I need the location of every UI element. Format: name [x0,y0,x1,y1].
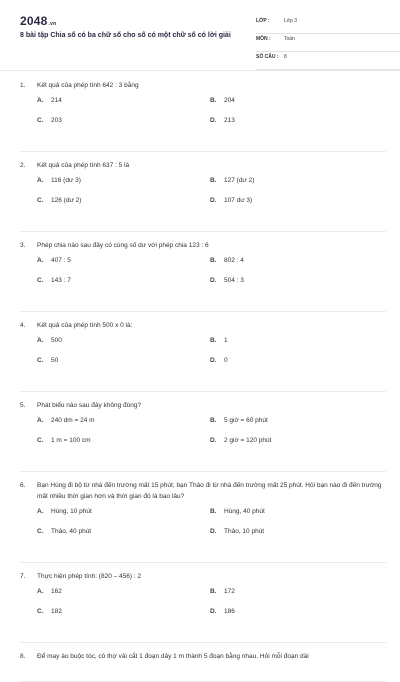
answer-letter: D. [210,357,217,364]
answer-text: 213 [224,117,235,124]
answer-letter: D. [210,277,217,284]
answer-row [20,97,386,117]
answer-letter: C. [37,277,44,284]
answer-text: 214 [51,97,62,104]
answer-option[interactable] [37,197,81,204]
meta-row-subject [256,34,400,52]
answer-option[interactable] [210,508,265,515]
answer-options [20,508,386,548]
answer-text: 203 [51,117,62,124]
answer-text: 504 : 3 [224,277,244,284]
answer-option[interactable] [37,508,92,515]
question-text [20,400,386,411]
answer-text: 126 (dư 2) [51,197,82,204]
answer-row [20,277,386,297]
answer-option[interactable] [37,117,62,124]
question-text [20,240,386,251]
question-body: Phép chia nào sau đây có cùng số dư với phép chia 123 : 6 [37,242,209,249]
question-item [20,152,386,232]
question-text [20,320,386,331]
answer-text: Hùng, 10 phút [51,508,92,515]
question-number: 6. [20,482,26,489]
document-header [20,12,382,72]
answer-option[interactable] [37,257,71,264]
answer-text: Thảo, 10 phút [224,528,265,535]
question-number: 7. [20,573,26,580]
answer-letter: D. [210,608,217,615]
answer-text: 162 [51,588,62,595]
answer-letter: B. [210,97,217,104]
answer-letter: D. [210,197,217,204]
answer-option[interactable] [210,357,228,364]
answer-options [20,337,386,377]
answer-letter: A. [37,257,44,264]
answer-row [20,177,386,197]
answer-option[interactable] [37,528,91,535]
question-body: Kết quả của phép tính 500 x 0 là: [37,322,133,329]
question-number: 5. [20,402,26,409]
answer-letter: B. [210,177,217,184]
question-item [20,643,386,682]
answer-options [20,177,386,217]
question-number: 8. [20,653,26,660]
answer-option[interactable] [210,437,271,444]
answer-text: 5 giờ = 60 phút [224,417,268,424]
answer-letter: C. [37,437,44,444]
answer-letter: A. [37,337,44,344]
question-number: 1. [20,82,26,89]
question-body: Bạn Hùng đi bộ từ nhà đến trường mất 15 phút; bạn Thảo đi từ nhà đến trường mất 25 phút. Hỏi bạn nào đi đến trường mất nhiều thời gian hơn và thời gian đó là bao lâu? [37,482,382,500]
answer-row [20,197,386,217]
document-meta [256,16,400,70]
question-text [20,480,386,502]
meta-row-count [256,52,400,70]
answer-letter: A. [37,508,44,515]
meta-value: 8 [284,54,287,60]
answer-option[interactable] [210,197,252,204]
site-logo[interactable] [20,14,56,28]
answer-option[interactable] [210,257,244,264]
meta-label: LỚP : [256,18,270,24]
answer-letter: C. [37,608,44,615]
answer-text: 50 [51,357,59,364]
answer-letter: A. [37,177,44,184]
answer-row [20,337,386,357]
answer-option[interactable] [210,277,244,284]
answer-text: 802 : 4 [224,257,244,264]
answer-text: 407 : 5 [51,257,71,264]
answer-options [20,417,386,457]
answer-option[interactable] [37,97,62,104]
question-item [20,80,386,152]
answer-text: 2 giờ = 120 phút [224,437,272,444]
question-body: Để may áo buộc tóc, cô thợ vải cắt 1 đoạn dây 1 m thành 5 đoạn bằng nhau. Hỏi mỗi đoạn dài [37,653,309,660]
question-body: Phát biểu nào sau đây không đúng? [37,402,142,409]
question-item [20,472,386,563]
answer-option[interactable] [37,357,58,364]
question-item [20,232,386,312]
answer-option[interactable] [210,608,235,615]
question-text [20,160,386,171]
answer-letter: D. [210,117,217,124]
meta-value: Toán [284,36,295,42]
answer-text: 172 [224,588,235,595]
answer-row [20,117,386,137]
answer-options [20,257,386,297]
answer-option[interactable] [210,588,235,595]
answer-row [20,357,386,377]
answer-option[interactable] [37,608,62,615]
meta-row-grade [256,16,400,34]
answer-text: 107 dư 3) [224,197,253,204]
answer-text: 240 dm = 24 m [51,417,95,424]
answer-row [20,437,386,457]
answer-row [20,528,386,548]
answer-option[interactable] [37,417,95,424]
answer-option[interactable] [210,97,235,104]
answer-text: 1 [224,337,228,344]
question-item [20,392,386,472]
answer-text: 1 m = 100 cm [51,437,91,444]
answer-row [20,417,386,437]
question-number: 4. [20,322,26,329]
answer-text: Thảo, 40 phút [51,528,92,535]
header-divider [0,70,400,71]
answer-letter: B. [210,257,217,264]
answer-option[interactable] [210,337,228,344]
answer-letter: B. [210,508,217,515]
question-text [20,651,386,662]
answer-option[interactable] [210,177,254,184]
question-number: 3. [20,242,26,249]
answer-text: 204 [224,97,235,104]
logo-text: 2048 [20,14,48,28]
answer-option[interactable] [210,417,268,424]
meta-label: SỐ CÂU : [256,54,279,60]
question-body: Kết quả của phép tính 637 : 5 là [37,162,130,169]
question-list [20,80,386,682]
answer-letter: C. [37,117,44,124]
answer-option[interactable] [37,277,71,284]
answer-letter: B. [210,417,217,424]
answer-row [20,608,386,628]
answer-letter: B. [210,588,217,595]
answer-text: 186 [224,608,235,615]
answer-letter: D. [210,528,217,535]
question-text [20,80,386,91]
answer-option[interactable] [37,437,91,444]
question-number: 2. [20,162,26,169]
question-item [20,312,386,392]
answer-text: 0 [224,357,228,364]
answer-text: 127 (dư 2) [224,177,255,184]
answer-letter: C. [37,357,44,364]
answer-option[interactable] [210,117,235,124]
answer-text: 182 [51,608,62,615]
answer-letter: A. [37,588,44,595]
answer-text: 143 : 7 [51,277,71,284]
answer-options [20,97,386,137]
answer-letter: C. [37,528,44,535]
answer-text: Hùng, 40 phút [224,508,265,515]
question-item [20,563,386,643]
answer-row [20,588,386,608]
logo-suffix: .vn [48,21,57,27]
question-body: Kết quả của phép tính 642 : 3 bằng [37,82,139,89]
answer-text: 500 [51,337,62,344]
answer-text: 116 (dư 3) [51,177,81,184]
answer-row [20,257,386,277]
document-title: 8 bài tập Chia số có ba chữ số cho số có một chữ số có lời giải [20,32,231,39]
answer-letter: A. [37,417,44,424]
answer-letter: D. [210,437,217,444]
meta-label: MÔN : [256,36,271,42]
answer-option[interactable] [37,177,81,184]
answer-row [20,508,386,528]
answer-options [20,588,386,628]
meta-value: Lớp 3 [284,18,298,24]
answer-letter: C. [37,197,44,204]
answer-letter: A. [37,97,44,104]
answer-option[interactable] [37,588,62,595]
question-text [20,571,386,582]
answer-letter: B. [210,337,217,344]
answer-option[interactable] [37,337,62,344]
answer-option[interactable] [210,528,264,535]
question-body: Thực hiện phép tính: (820 – 456) : 2 [37,573,142,580]
